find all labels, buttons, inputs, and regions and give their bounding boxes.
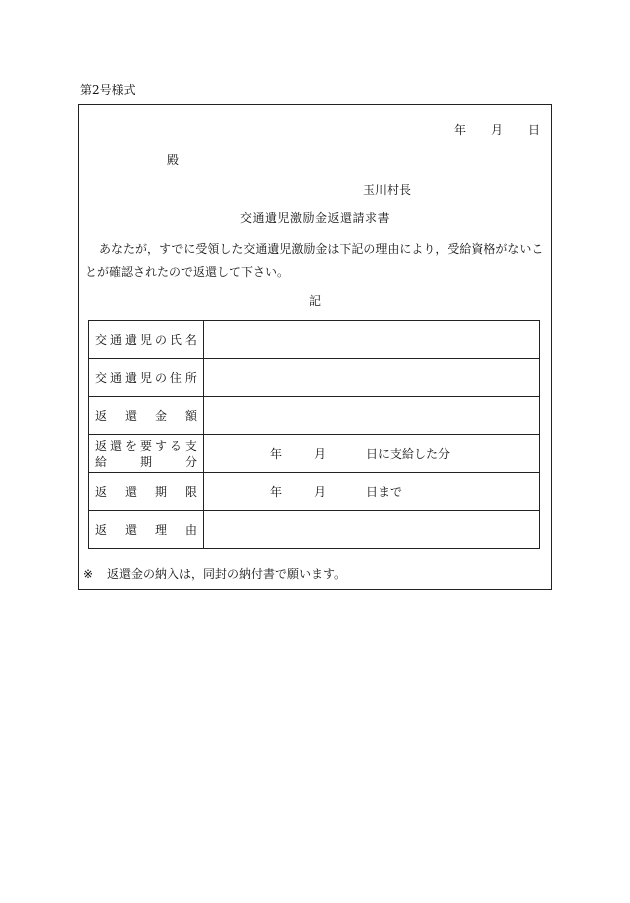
table-row — [89, 321, 540, 359]
row-value[interactable] — [204, 511, 540, 549]
row-value[interactable] — [204, 397, 540, 435]
form-frame — [78, 104, 552, 590]
label-char: 期 — [154, 485, 167, 499]
label-char: 還 — [109, 438, 122, 453]
row-value[interactable] — [204, 359, 540, 397]
body-paragraph — [85, 238, 547, 284]
form-number: 第2号様式 — [80, 83, 136, 97]
value-suffix: 日に支給した分 — [366, 447, 451, 461]
spread-text — [95, 483, 197, 500]
value-suffix: 日まで — [366, 485, 403, 499]
label-char: 名 — [184, 333, 197, 347]
spread-text — [95, 407, 197, 424]
label-char: 限 — [184, 485, 197, 499]
date-day: 日 — [527, 123, 540, 137]
label-char: 由 — [184, 523, 197, 537]
label-char: る — [169, 438, 182, 453]
table-row — [89, 473, 540, 511]
label-char: 通 — [109, 333, 122, 347]
label-char: 分 — [184, 454, 197, 469]
label-char: 交 — [95, 371, 108, 385]
label-char: 住 — [169, 371, 182, 385]
label-char: 遺 — [124, 333, 137, 347]
spread-text — [95, 331, 197, 348]
row-label — [89, 473, 204, 511]
row-value[interactable] — [204, 435, 540, 473]
label-char: 返 — [95, 409, 108, 423]
document-title: 交通遺児激励金返還請求書 — [239, 211, 390, 225]
label-char: 還 — [124, 485, 137, 499]
date-line — [454, 121, 540, 138]
row-label — [89, 397, 204, 435]
label-char: 氏 — [169, 333, 182, 347]
label-char: の — [154, 371, 167, 385]
value-month: 月 — [314, 485, 327, 499]
row-label — [89, 511, 204, 549]
value-year: 年 — [270, 485, 283, 499]
label-char: 返 — [95, 485, 108, 499]
row-value[interactable] — [204, 321, 540, 359]
body-text: あなたが，すでに受領した交通遺児激励金は下記の理由により，受給資格がないことが確認されたので返還して下さい。 — [85, 242, 544, 279]
label-char: 返 — [95, 523, 108, 537]
table-row — [89, 359, 540, 397]
footnote — [83, 565, 346, 582]
label-char: 要 — [139, 438, 152, 453]
label-char: 児 — [139, 371, 152, 385]
detail-table — [88, 320, 540, 549]
label-char: 還 — [124, 409, 137, 423]
label-char: 通 — [109, 371, 122, 385]
row-label — [89, 435, 204, 473]
label-char: す — [154, 438, 167, 453]
row-label — [89, 359, 204, 397]
note-mark: ※ — [83, 567, 94, 581]
row-label — [89, 321, 204, 359]
label-char: の — [154, 333, 167, 347]
date-month: 月 — [490, 123, 503, 137]
date-year: 年 — [454, 123, 467, 137]
label-char: 児 — [139, 333, 152, 347]
value-month: 月 — [314, 447, 327, 461]
table-row — [89, 435, 540, 473]
label-char: 支 — [184, 438, 197, 453]
label-char: を — [124, 438, 137, 453]
spread-text — [95, 369, 197, 386]
table-row — [89, 511, 540, 549]
label-char: 金 — [154, 409, 167, 423]
value-year: 年 — [270, 447, 283, 461]
ki-heading: 記 — [308, 294, 321, 308]
note-text: 返還金の納入は，同封の納付書で願います。 — [107, 567, 347, 581]
table-row — [89, 397, 540, 435]
label-char: 返 — [95, 438, 108, 453]
label-char: 遺 — [124, 371, 137, 385]
spread-text — [95, 454, 197, 470]
spread-text — [95, 521, 197, 538]
label-char: 期 — [139, 454, 152, 469]
label-char: 給 — [95, 454, 108, 469]
label-char: 理 — [154, 523, 167, 537]
sender: 玉川村長 — [363, 183, 412, 197]
label-char: 還 — [124, 523, 137, 537]
addressee: 殿 — [167, 153, 180, 167]
label-char: 交 — [95, 333, 108, 347]
label-char: 額 — [184, 409, 197, 423]
row-value[interactable] — [204, 473, 540, 511]
spread-text — [95, 438, 197, 454]
label-char: 所 — [184, 371, 197, 385]
